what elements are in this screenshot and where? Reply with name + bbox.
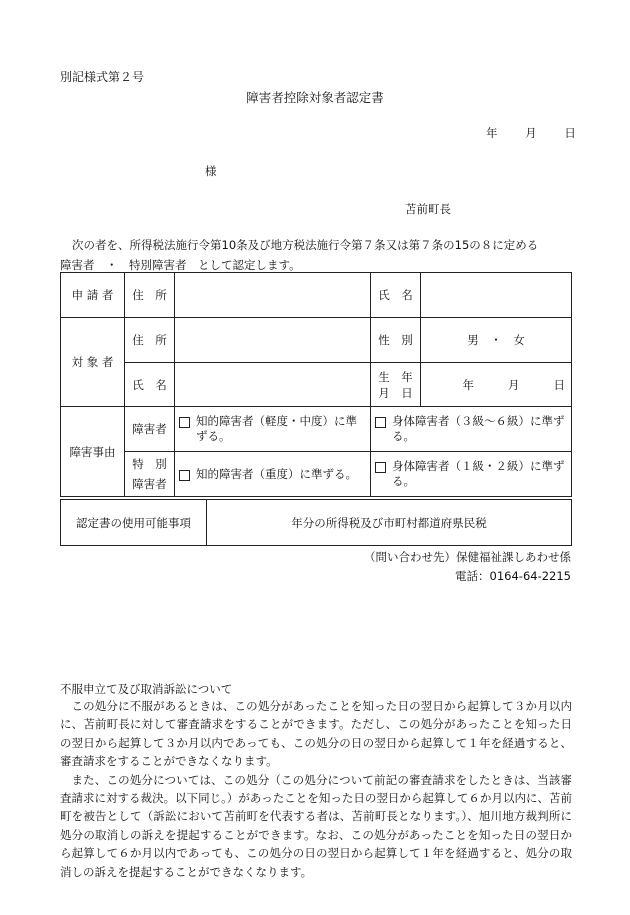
option-physical-mild[interactable]: 身体障害者（３級～６級）に準ずる。 [371, 407, 572, 452]
date-day: 日 [564, 126, 576, 140]
birth-day: 日 [553, 377, 565, 392]
intro-line-2: 障害者 ・ 特別障害者 として認定します。 [60, 258, 301, 272]
gender-options[interactable]: 男 ・ 女 [421, 318, 572, 363]
checkbox-icon[interactable] [179, 470, 190, 481]
subject-address-label: 住 所 [125, 318, 175, 363]
appeal-paragraph-2: また、この処分については、この処分（この処分について前記の審査請求をしたときは、当該審査請求に対する裁決。以下同じ。）があったことを知った日の翌日から起算して６か月以内に、苫前町を被告として（訴訟において苫前町を代表する者は、苫前町長となります。）、旭川地方裁判所に処分の取消しの訴えを提起することができます。なお、この処分があったことを知った日の翌日から起算して６か月以内であっても、この処分の日の翌日から起算して１年を経過すると、処分の取消しの訴えを提起することができなくなります。 [60, 772, 572, 879]
option-intellectual-mild[interactable]: 知的障害者（軽度・中度）に準ずる。 [175, 407, 371, 452]
gender-label: 性 別 [371, 318, 421, 363]
form-number: 別記様式第２号 [60, 70, 145, 84]
birthdate-field[interactable] [421, 363, 572, 407]
issuer: 苫前町長 [405, 202, 451, 216]
subject-label: 対 象 者 [61, 318, 125, 407]
applicant-name-label: 氏 名 [371, 273, 421, 318]
intro-line-1: 次の者を、所得税法施行令第10条及び地方税法施行令第７条又は第７条の15の８に定める [72, 238, 539, 252]
checkbox-icon[interactable] [375, 417, 386, 428]
option-intellectual-severe[interactable]: 知的障害者（重度）に準ずる。 [175, 452, 371, 497]
applicant-name-field[interactable] [421, 273, 572, 318]
document-title: 障害者控除対象者認定書 [246, 90, 384, 105]
option-physical-severe[interactable]: 身体障害者（１級・２級）に準ずる。 [371, 452, 572, 497]
issue-date [486, 125, 576, 141]
subject-name-field[interactable] [175, 363, 371, 407]
date-year: 年 [486, 126, 498, 140]
date-month: 月 [525, 126, 537, 140]
subject-name-label: 氏 名 [125, 363, 175, 407]
birthdate-label-line2: 月 日 [378, 385, 413, 400]
recipient-suffix: 様 [205, 164, 217, 178]
birth-month: 月 [508, 377, 520, 392]
disability-reason-label: 障害事由 [61, 407, 125, 497]
contact-info: （問い合わせ先）保健福祉課しあわせ係 [364, 550, 571, 564]
usage-table [60, 499, 572, 546]
disabled-label: 障害者 [125, 407, 175, 452]
certification-table [60, 272, 572, 497]
checkbox-icon[interactable] [179, 417, 190, 428]
appeal-paragraph-1: この処分に不服があるときは、この処分があったことを知った日の翌日から起算して３か月以内に、苫前町長に対して審査請求をすることができます。ただし、この処分があったことを知った日の翌日から起算して３か月以内であっても、この処分の日の翌日から起算して１年を経過すると、審査請求をすることができなくなります。 [60, 699, 572, 769]
appeal-heading: 不服申立て及び取消訴訟について [60, 682, 233, 696]
special-disabled-label [125, 452, 175, 497]
applicant-label: 申 請 者 [61, 273, 125, 318]
birthdate-label-line1: 生 年 [378, 369, 413, 384]
usage-label: 認定書の使用可能事項 [61, 500, 207, 546]
checkbox-icon[interactable] [375, 462, 386, 473]
birthdate-label [371, 363, 421, 407]
usage-value[interactable]: 年分の所得税及び市町村都道府県民税 [207, 500, 572, 546]
applicant-address-label: 住 所 [125, 273, 175, 318]
applicant-address-field[interactable] [175, 273, 371, 318]
appeal-notice [60, 697, 572, 881]
special-label-line2: 障害者 [132, 477, 167, 491]
subject-address-field[interactable] [175, 318, 371, 363]
special-label-line1: 特 別 [132, 457, 167, 471]
phone-number: 電話：0164-64-2215 [455, 569, 571, 583]
birth-year: 年 [462, 377, 474, 392]
